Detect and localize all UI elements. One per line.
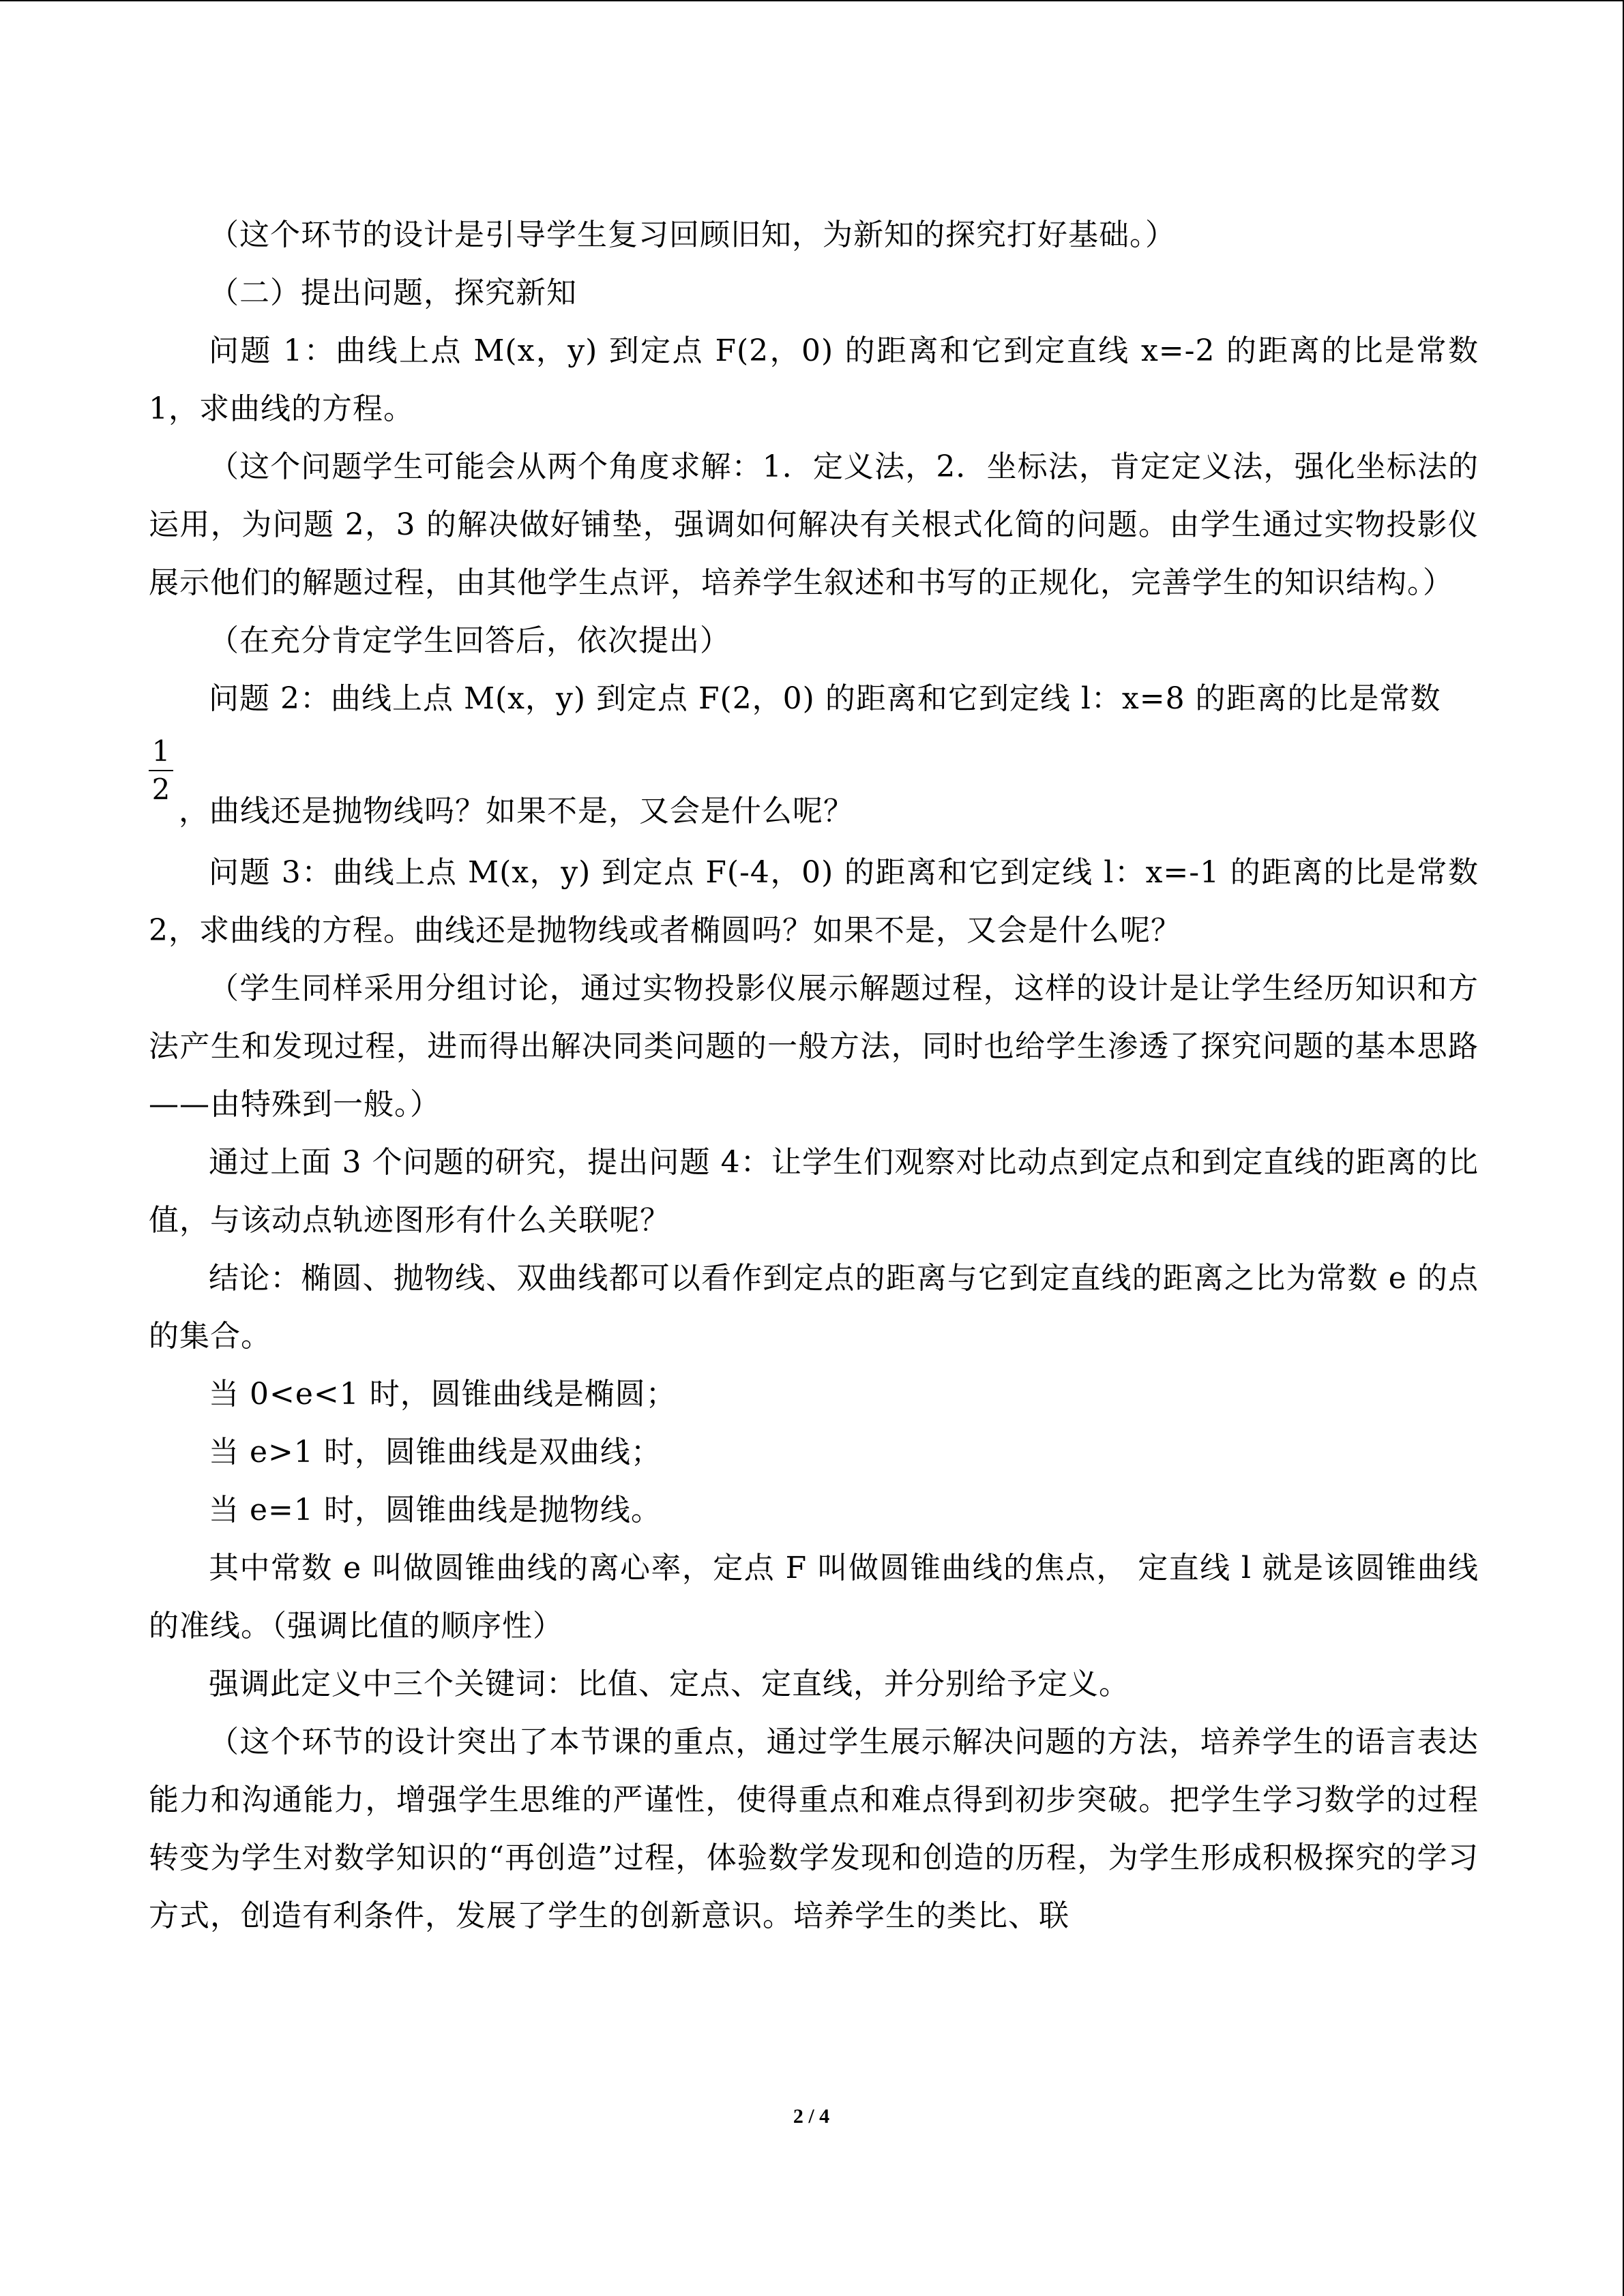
fraction xyxy=(149,736,173,805)
case-hyperbola: 当 e>1 时，圆锥曲线是双曲线； xyxy=(209,1435,662,1470)
paragraph: （这个环节的设计是引导学生复习回顾旧知，为新知的探究打好基础。） xyxy=(209,218,1176,252)
fraction-following-text: ，曲线还是抛物线吗？如果不是，又会是什么呢？ xyxy=(179,794,854,829)
fraction-line xyxy=(149,728,1479,844)
page-number: 2 / 4 xyxy=(793,2105,830,2128)
case-ellipse: 当 0<e<1 时，圆锥曲线是椭圆； xyxy=(209,1377,677,1412)
question-4: 通过上面 3 个问题的研究，提出问题 4：让学生们观察对比动点到定点和到定直线的距离的比值，与该动点轨迹图形有什么关联呢？ xyxy=(149,1145,1479,1238)
paragraph: （在充分肯定学生回答后，依次提出） xyxy=(209,623,730,658)
paragraph: （学生同样采用分组讨论，通过实物投影仪展示解题过程，这样的设计是让学生经历知识和方法产生和发现过程，进而得出解决同类问题的一般方法，同时也给学生渗透了探究问题的基本思路——由特殊到一般。） xyxy=(149,971,1479,1122)
paragraph: （这个问题学生可能会从两个角度求解：1．定义法，2．坐标法，肯定定义法，强化坐标法的运用，为问题 2，3 的解决做好铺垫，强调如何解决有关根式化简的问题。由学生通过实物投影仪展示他们的解题过程，由其他学生点评，培养学生叙述和书写的正规化，完善学生的知识结构。） xyxy=(149,449,1479,600)
conclusion: 结论：椭圆、抛物线、双曲线都可以看作到定点的距离与它到定直线的距离之比为常数 e 的点的集合。 xyxy=(149,1261,1479,1354)
keywords: 强调此定义中三个关键词：比值、定点、定直线，并分别给予定义。 xyxy=(209,1667,1130,1701)
definition: 其中常数 e 叫做圆锥曲线的离心率，定点 F 叫做圆锥曲线的焦点， 定直线 l 就是该圆锥曲线的准线。（强调比值的顺序性） xyxy=(149,1551,1479,1643)
document-body xyxy=(149,206,1479,1945)
section-heading: （二）提出问题，探究新知 xyxy=(209,275,577,310)
fraction-numerator: 1 xyxy=(149,736,173,771)
paragraph: （这个环节的设计突出了本节课的重点，通过学生展示解决问题的方法，培养学生的语言表达能力和沟通能力，增强学生思维的严谨性，使得重点和难点得到初步突破。把学生学习数学的过程转变为学生对数学知识的“再创造”过程，体验数学发现和创造的历程，为学生形成积极探究的学习方式，创造有利条件，发展了学生的创新意识。培养学生的类比、联 xyxy=(149,1725,1479,1933)
question-1: 问题 1：曲线上点 M(x，y) 到定点 F(2，0) 的距离和它到定直线 x=-2 的距离的比是常数 1，求曲线的方程。 xyxy=(149,333,1479,426)
question-2: 问题 2：曲线上点 M(x，y) 到定点 F(2，0) 的距离和它到定线 l：x=8 的距离的比是常数 xyxy=(209,681,1441,716)
question-3: 问题 3：曲线上点 M(x，y) 到定点 F(-4，0) 的距离和它到定线 l：x=-1 的距离的比是常数 2，求曲线的方程。曲线还是抛物线或者椭圆吗？如果不是，又会是什么呢？ xyxy=(149,855,1479,948)
case-parabola: 当 e=1 时，圆锥曲线是抛物线。 xyxy=(209,1493,662,1527)
fraction-denominator: 2 xyxy=(151,773,171,806)
